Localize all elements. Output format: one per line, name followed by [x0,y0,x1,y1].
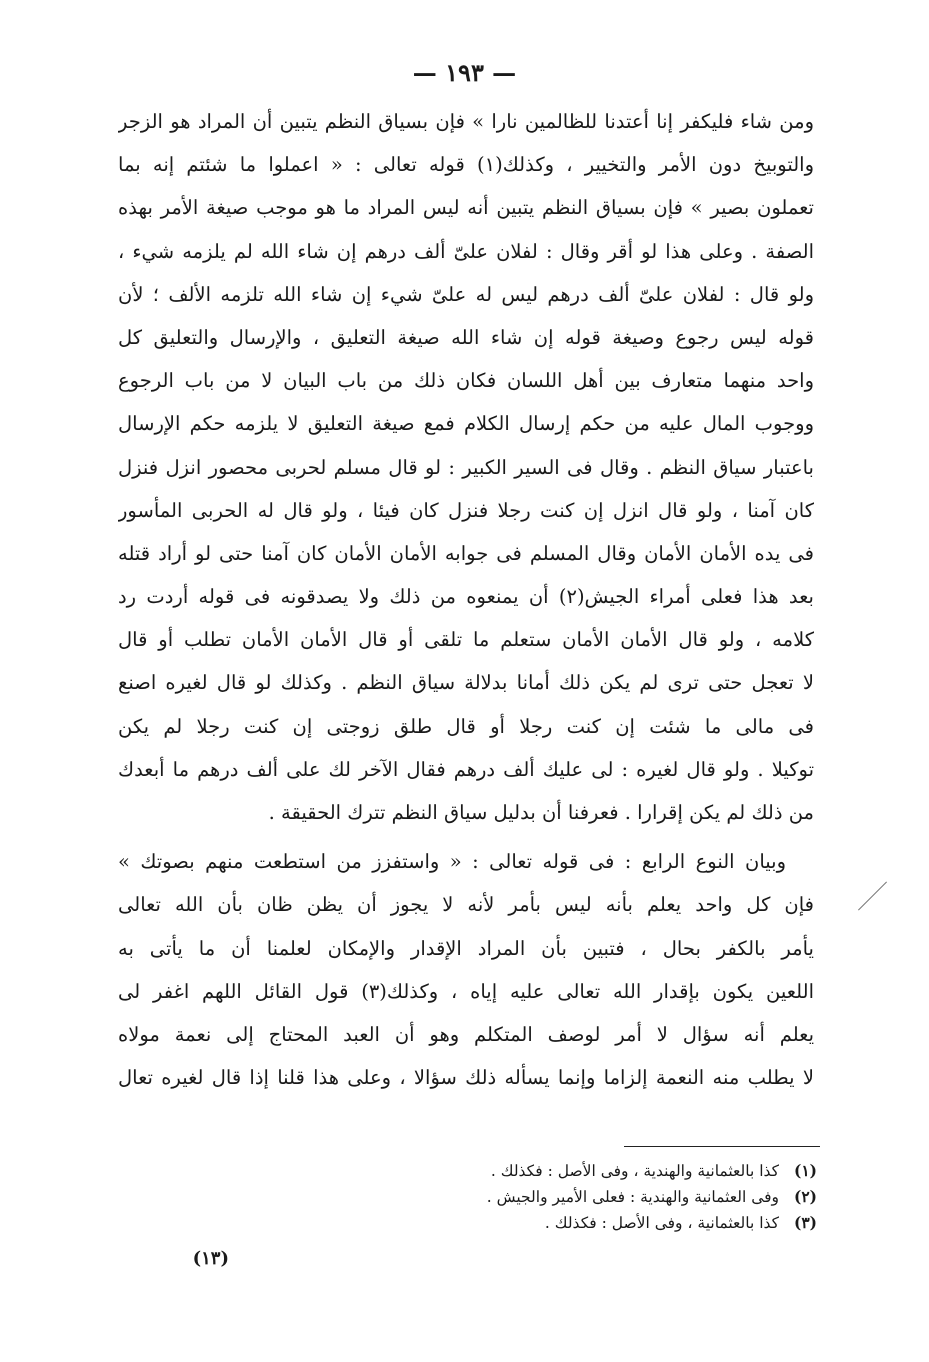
text-line: فى مالى ما شئت إن كنت رجلا أو قال طلق زوجتى إن كنت رجلا لم يكن [118,714,814,738]
footnote [217,1184,817,1210]
sheet-number: (١٣) [192,1248,229,1269]
text-line: الصفة . وعلى هذا لو أقر وقال : لفلان علىّ ألف درهم إن شاء الله لم يلزمه شيء ، [118,239,814,263]
text-line: تعملون بصير » فإن بسياق النظم يتبين أنه ليس المراد ما هو موجب صيغة الأمر بهذه [118,196,814,220]
main-text [118,100,814,1099]
footnote-divider [624,1146,820,1147]
text-line: فإن كل واحد يعلم بأنه ليس بأمر لأنه لا يجوز أن يظن ظان بأن الله تعالى [118,893,814,917]
text-line: يأمر بالكفر بحال ، فتبين بأن المراد الإقدار والإمكان لعلمنا أن ما يأتى به [118,936,814,960]
page-number: — ١٩٣ — [412,58,517,87]
text-line: باعتبار سياق النظم . وقال فى السير الكبير : لو قال مسلم لحربى محصور انزل فنزل [118,455,814,479]
text-line: قوله ليس رجوع وصيغة قوله إن شاء الله صيغة التعليق ، والإرسال والتعليق كل [118,325,814,349]
footnote-number: (٢) [793,1187,817,1206]
footnote [217,1210,817,1236]
text-line: اللعين يكون بإقدار الله تعالى عليه إياه ، وكذلك(٣) قول القائل اللهم اغفر لى [118,979,814,1003]
footnote-text: كذا بالعثمانية ، وفى الأصل : فكذلك . [544,1214,780,1232]
footnote-text: وفى العثمانية والهندية : فعلى الأمير والجيش . [486,1188,780,1206]
footnote-number: (١) [793,1161,817,1180]
text-line: واحد منهما متعارف بين أهل اللسان فكان ذلك من باب البيان لا من باب الرجوع [118,369,814,393]
footnotes [217,1158,817,1236]
text-line: لا تعجل حتى ترى لم يكن ذلك أمانا بدلالة سياق النظم . وكذلك لو قال لغيره اصنع [118,671,814,695]
footnote [217,1158,817,1184]
margin-pencil-mark [858,882,887,911]
text-line: ووجوب المال عليه من حكم إرسال الكلام فمع صيغة التعليق لا يلزمه حكم الإرسال [118,412,814,436]
footnote-number: (٣) [793,1213,817,1232]
text-line: ومن شاء فليكفر إنا أعتدنا للظالمين نارا » فإن بسياق النظم يتبين أن المراد هو الزجر [118,110,814,133]
text-line: بعد هذا فعلى أمراء الجيش(٢) أن يمنعوه من ذلك ولا يصدقونه فى قوله أردت رد [118,585,814,609]
text-line: توكيلا . ولو قال لغيره : لى عليك ألف درهم فقال الآخر لك على ألف درهم ما أبعدك [118,757,814,781]
footnote-text: كذا بالعثمانية والهندية ، وفى الأصل : فكذلك . [490,1162,780,1180]
text-line: لا يطلب منه النعمة إلزاما وإنما يسأله ذلك سؤالا ، وعلى هذا قلنا إذا قال لغيره تعال [118,1066,814,1090]
text-line: ولو قال : لفلان علىّ ألف درهم ليس له علىّ شيء إن شاء الله تلزمه الألف ؛ لأن [118,282,814,306]
text-line: والتوبيخ دون الأمر والتخيير ، وكذلك(١) قوله تعالى : « اعملوا ما شئتم إنه بما [118,153,814,177]
text-line: كلامه ، ولو قال الأمان الأمان ستعلم ما تلقى أو قال الأمان الأمان تطلب أو قال [118,628,814,652]
text-line: يعلم أنه سؤال لا أمر لوصف المتكلم وهو أن العبد المحتاج إلى نعمة مولاه [118,1022,814,1046]
text-line: فى يده الأمان الأمان وقال المسلم فى جوابه الأمان الأمان كان آمنا حتى لو أراد قتله [118,541,814,565]
text-line: وبيان النوع الرابع : فى قوله تعالى : « واستفزز من استطعت منهم بصوتك » [118,850,786,874]
text-line: كان آمنا ، ولو قال انزل إن كنت رجلا فنزل كان فيئا ، ولو قال له الحربى المأسور [118,498,814,522]
text-line: من ذلك لم يكن إقرارا . فعرفنا أن بدليل سياق النظم تترك الحقيقة . [268,801,814,824]
